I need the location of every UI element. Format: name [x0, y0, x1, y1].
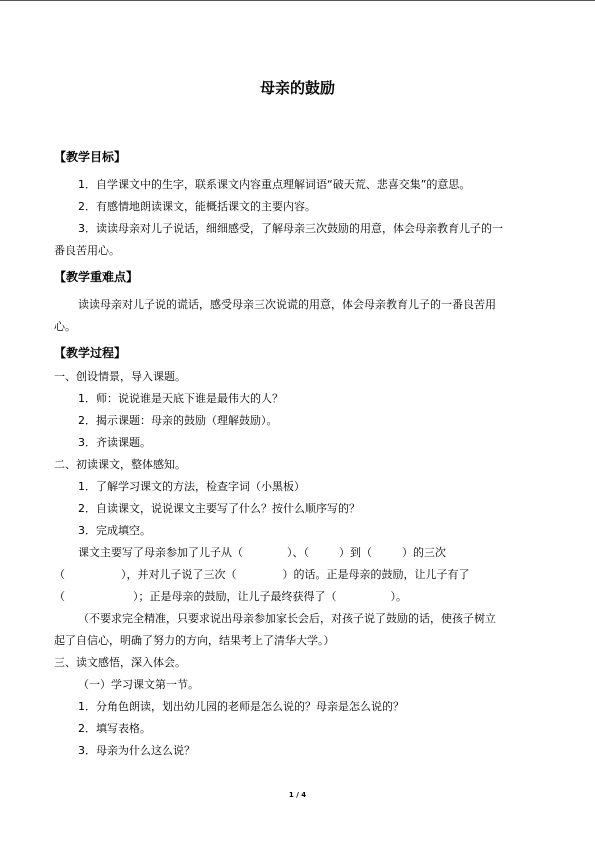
process-step: 3．完成填空。	[78, 524, 151, 537]
fill-note-continued: 起了自信心，明确了努力的方向，结果考上了清华大学。）	[54, 634, 335, 647]
fill-text: ）到（	[339, 546, 372, 559]
fill-text: ）的三次	[402, 546, 446, 559]
fill-text: ）、（	[287, 546, 309, 559]
key-points-text-continued: 心。	[54, 320, 76, 333]
fill-text: ）；正是母亲的鼓励，让儿子最终获得了（	[133, 590, 337, 603]
goal-item: 3．读读母亲对儿子说话，细细感受，了解母亲三次鼓励的用意，体会母亲教育儿子的一	[78, 222, 503, 235]
page-title: 母亲的鼓励	[259, 79, 335, 97]
key-points-text: 读读母亲对儿子说的谎话，感受母亲三次说谎的用意，体会母亲教育儿子的一番良苦用	[78, 298, 496, 311]
process-step: 2．自读课文，说说课文主要写了什么？按什么顺序写的？	[78, 502, 360, 515]
page-top-rule	[0, 0, 595, 1]
fill-note: （不要求完全精准，只要求说出母亲参加家长会后，对孩子说了鼓励的话，使孩子树立	[78, 612, 496, 625]
fill-text: 课文主要写了母亲参加了儿子从（	[78, 546, 243, 559]
goal-item-continued: 番良苦用心。	[54, 244, 120, 257]
goal-item: 1．自学课文中的生字，联系课文内容重点理解词语“破天荒、悲喜交集”的意思。	[78, 178, 471, 191]
process-subsection-title: （一）学习课文第一节。	[78, 678, 199, 691]
process-step: 2．揭示课题：母亲的鼓励（理解鼓励）。	[78, 414, 278, 427]
fill-in-line-3	[54, 586, 542, 608]
fill-text: （	[54, 568, 65, 581]
fill-text: ）的话。正是母亲的鼓励，让儿子有了	[282, 568, 470, 581]
process-part-title: 一、创设情景，导入课题。	[54, 370, 186, 383]
goal-item: 2．有感情地朗读课文，能概括课文的主要内容。	[78, 200, 316, 213]
process-step: 3．母亲为什么这么说？	[78, 744, 195, 757]
process-step: 1．师：说说谁是天底下谁是最伟大的人？	[78, 392, 283, 405]
process-step: 1．分角色朗读，划出幼儿园的老师是怎么说的？母亲是怎么说的？	[78, 700, 404, 713]
fill-text: （	[54, 590, 65, 603]
fill-text: ），并对儿子说了三次（	[121, 568, 237, 581]
fill-text: ）。	[390, 590, 407, 603]
fill-in-line-2	[54, 564, 542, 586]
process-step: 2．填写表格。	[78, 722, 151, 735]
section-heading-key-points: 【教学重难点】	[54, 270, 139, 284]
page-number: 1 / 4	[288, 791, 307, 799]
section-heading-process: 【教学过程】	[54, 346, 127, 360]
process-step: 3．齐读课题。	[78, 436, 151, 449]
fill-in-line-1	[54, 542, 542, 564]
process-part-title: 二、初读课文，整体感知。	[54, 458, 186, 471]
process-part-title: 三、读文感悟，深入体会。	[54, 656, 186, 669]
document-body	[54, 146, 542, 762]
process-step: 1．了解学习课文的方法，检查字词（小黑板）	[78, 480, 305, 493]
section-heading-goals: 【教学目标】	[54, 150, 127, 164]
